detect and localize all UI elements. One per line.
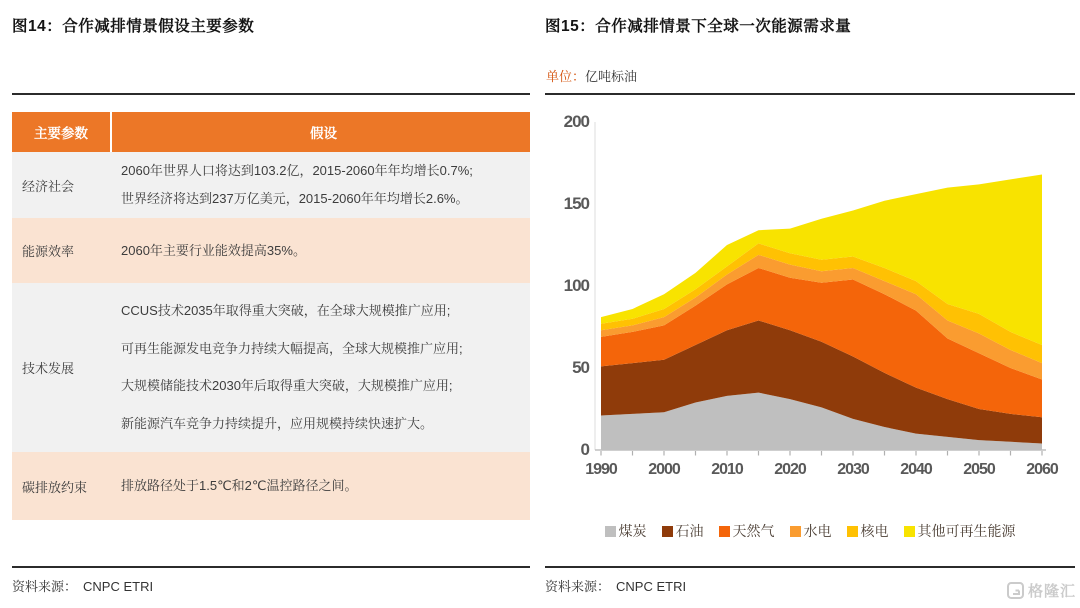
- legend-swatch: [605, 526, 616, 537]
- row-param-label: 能源效率: [22, 244, 75, 259]
- row-assumption-cell: [112, 152, 530, 218]
- source-value: CNPC ETRI: [83, 579, 154, 594]
- x-tick-label: 2020: [774, 461, 806, 478]
- legend-swatch: [719, 526, 730, 537]
- y-tick-label: 150: [563, 194, 589, 213]
- x-tick-label: 2040: [900, 461, 932, 478]
- legend-swatch: [904, 526, 915, 537]
- table-row: [12, 283, 530, 452]
- legend-label: 其他可再生能源: [917, 524, 1016, 540]
- legend-swatch: [662, 526, 673, 537]
- x-tick-label: 2030: [837, 461, 869, 478]
- table-row: [12, 452, 530, 520]
- table-header-assumption: 假设: [310, 126, 337, 141]
- assumption-line: 排放路径处于1.5℃和2℃温控路径之间。: [121, 478, 358, 493]
- legend-swatch: [790, 526, 801, 537]
- source-value: CNPC ETRI: [616, 579, 687, 594]
- row-param-label: 碳排放约束: [22, 479, 88, 495]
- legend-item-水电: [790, 521, 832, 541]
- y-tick-label: 200: [563, 112, 589, 131]
- assumption-line: 2060年主要行业能效提高35%。: [121, 242, 306, 258]
- row-assumption-cell: [112, 452, 530, 520]
- source-label: 资料来源：: [12, 579, 78, 594]
- assumption-line: 2060年世界人口将达到103.2亿，2015-2060年年均增长0.7%;: [121, 162, 473, 178]
- legend-item-煤炭: [605, 521, 647, 541]
- source-label: 资料来源：: [545, 579, 611, 594]
- assumption-line: 新能源汽车竞争力持续提升，应用规模持续快速扩大。: [121, 416, 434, 432]
- assumption-line: 大规模储能技术2030年后取得重大突破，大规模推广应用;: [121, 378, 453, 394]
- divider-line: [12, 93, 530, 95]
- assumption-line: 世界经济将达到237万亿美元，2015-2060年年均增长2.6%。: [121, 191, 469, 207]
- legend-item-核电: [847, 521, 889, 541]
- assumption-line: CCUS技术2035年取得重大突破，在全球大规模推广应用;: [121, 302, 451, 318]
- unit-value: 亿吨标油: [585, 69, 638, 84]
- y-tick-label: 50: [572, 358, 589, 377]
- row-assumption-cell: [112, 218, 530, 283]
- x-tick-label: 2000: [648, 461, 680, 478]
- row-param-label: 经济社会: [22, 178, 75, 194]
- divider-line: [545, 93, 1075, 95]
- figure15-panel: [545, 0, 1075, 608]
- x-tick-label: 1990: [585, 461, 617, 478]
- unit-label: 单位：: [546, 69, 586, 84]
- table-header-param: 主要参数: [12, 112, 112, 152]
- unit-line: [546, 66, 637, 85]
- x-tick-label: 2010: [711, 461, 743, 478]
- assumption-line: 可再生能源发电竞争力持续大幅提高，全球大规模推广应用;: [121, 340, 463, 356]
- row-param-label: 技术发展: [22, 361, 75, 376]
- divider-line: [545, 566, 1075, 568]
- x-tick-label: 2060: [1026, 461, 1058, 478]
- table-header-row: [12, 112, 530, 152]
- legend-item-其他可再生能源: [904, 521, 1016, 541]
- y-tick-label: 100: [563, 276, 589, 295]
- divider-line: [12, 566, 530, 568]
- figure14-title: 图14：合作减排情景假设主要参数: [12, 18, 255, 35]
- legend-swatch: [847, 526, 858, 537]
- chart-legend: [545, 521, 1075, 541]
- y-tick-label: 0: [580, 440, 589, 459]
- row-assumption-cell: [112, 283, 530, 452]
- legend-item-天然气: [719, 521, 775, 541]
- figure14-panel: [12, 0, 530, 608]
- legend-label: 水电: [803, 524, 832, 540]
- legend-label: 煤炭: [618, 524, 647, 540]
- parameters-table: [12, 112, 530, 520]
- legend-item-石油: [662, 521, 704, 541]
- source-line: [12, 576, 153, 595]
- legend-label: 天然气: [732, 524, 775, 540]
- watermark-text: 格隆汇: [1027, 583, 1076, 600]
- table-row: [12, 218, 530, 283]
- legend-label: 石油: [675, 524, 704, 540]
- table-row: [12, 152, 530, 218]
- x-tick-label: 2050: [963, 461, 995, 478]
- figure15-title: 图15：合作减排情景下全球一次能源需求量: [545, 18, 852, 35]
- legend-label: 核电: [860, 524, 889, 540]
- gelonghui-logo-icon: [1007, 582, 1024, 599]
- energy-demand-stacked-area-chart: [545, 100, 1075, 520]
- watermark: [1007, 580, 1076, 601]
- source-line: [545, 576, 686, 595]
